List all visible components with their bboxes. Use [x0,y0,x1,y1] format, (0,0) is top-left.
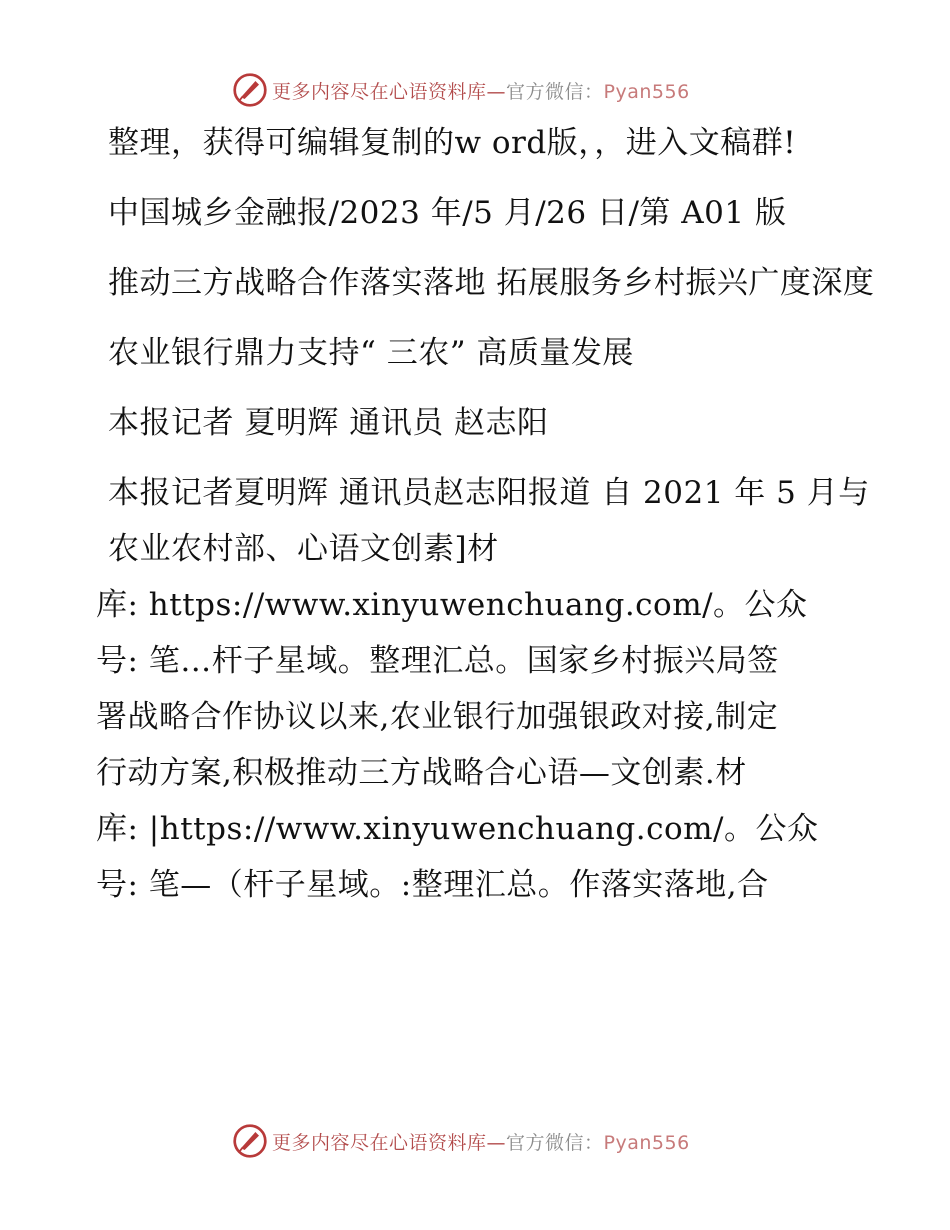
watermark-contact-label: 官方微信： [506,80,604,103]
body-line: 号: 笔—（杆子星域。:整理汇总。作落实落地,合 [96,867,769,903]
source-line: 中国城乡金融报/2023 年/5 月/26 日/第 A01 版 [108,195,787,231]
article-subtitle: 农业银行鼎力支持“ 三农” 高质量发展 [108,335,634,371]
watermark-contact-label: 官方微信： [506,1131,604,1154]
watermark-separator: — [486,80,507,103]
quill-logo-icon [232,1123,268,1159]
watermark-text: 更多内容尽在心语资料库 [272,80,487,103]
body-line: 署战略合作协议以来,农业银行加强银政对接,制定 [96,699,779,735]
intro-paragraph: 整理，获得可编辑复制的w ord版，，进入文稿群! [108,125,797,161]
body-line: 库: https://www.xinyuwenchuang.com/。公众 [96,587,808,623]
article-title: 推动三方战略合作落实落地 拓展服务乡村振兴广度深度 [108,265,875,301]
watermark-separator: — [486,1131,507,1154]
footer-watermark [232,1121,712,1161]
body-line: 号: 笔…杆子星域。整理汇总。国家乡村振兴局签 [96,643,779,679]
watermark-contact-id: Pyan556 [603,1131,690,1154]
quill-logo-icon [232,72,268,108]
byline: 本报记者 夏明辉 通讯员 赵志阳 [108,405,549,441]
header-watermark [232,70,712,110]
body-line: 库: |https://www.xinyuwenchuang.com/。公众 [96,811,819,847]
body-line: 行动方案,积极推动三方战略合心语—文创素.材 [96,755,747,791]
body-paragraph-start: 本报记者夏明辉 通讯员赵志阳报道 自 2021 年 5 月与农业农村部、心语文创素]材 [108,475,870,567]
document-body [96,115,876,913]
watermark-contact-id: Pyan556 [603,80,690,103]
watermark-text: 更多内容尽在心语资料库 [272,1131,487,1154]
